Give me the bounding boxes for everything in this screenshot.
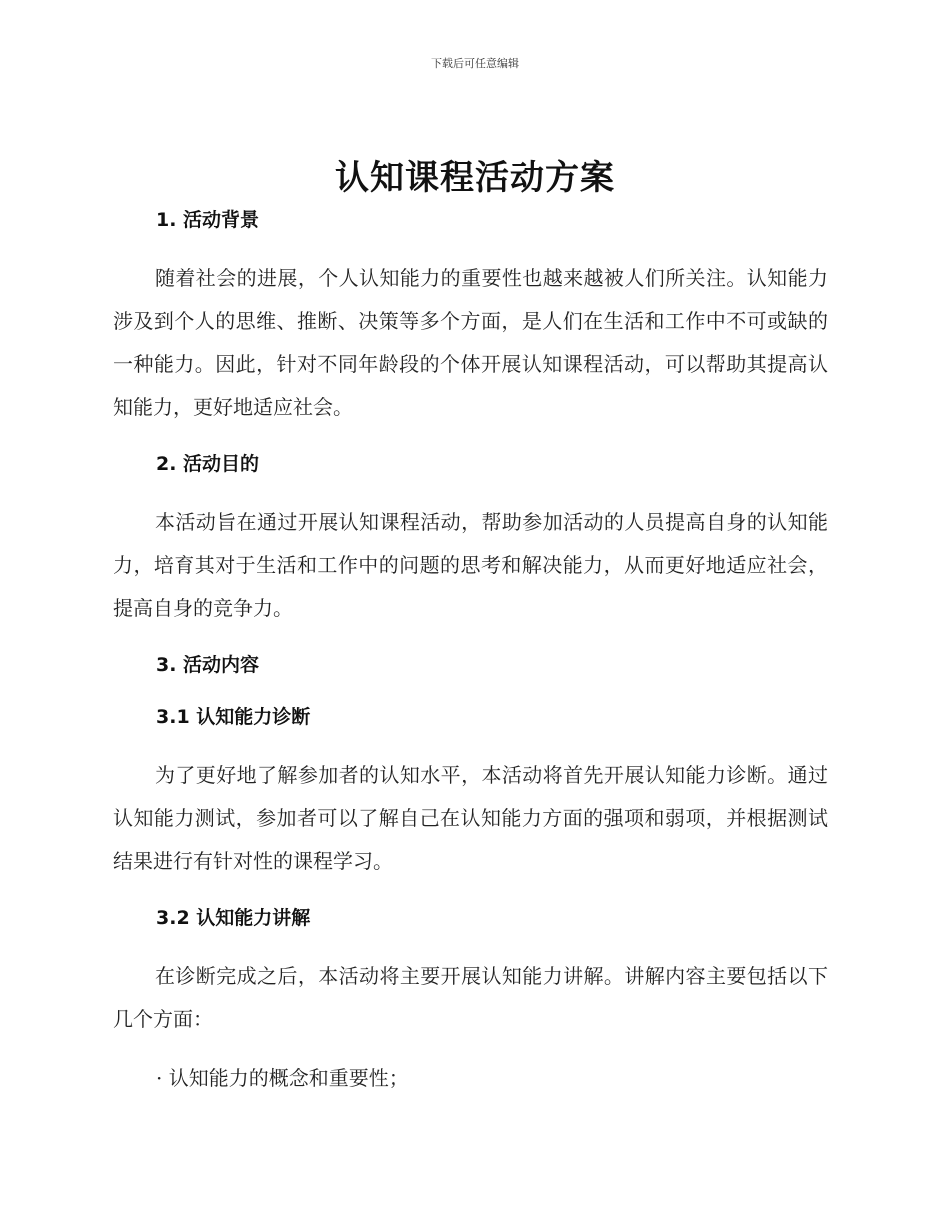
section-paragraph-purpose: 本活动旨在通过开展认知课程活动，帮助参加活动的人员提高自身的认知能力，培育其对于生活和工作中的问题的思考和解决能力，从而更好地适应社会，提高自身的竞争力。 — [113, 510, 828, 620]
document-title: 认知课程活动方案 — [335, 158, 615, 198]
list-item: · 认知能力的概念和重要性； — [156, 1066, 409, 1090]
section-heading-content: 3. 活动内容 — [156, 654, 260, 676]
subsection-heading-explanation: 3.2 认知能力讲解 — [156, 907, 311, 929]
section-heading-background: 1. 活动背景 — [156, 209, 260, 231]
section-heading-purpose: 2. 活动目的 — [156, 453, 260, 475]
subsection-paragraph-explanation: 在诊断完成之后，本活动将主要开展认知能力讲解。讲解内容主要包括以下几个方面： — [113, 964, 828, 1031]
subsection-heading-diagnosis: 3.1 认知能力诊断 — [156, 706, 311, 728]
subsection-paragraph-diagnosis: 为了更好地了解参加者的认知水平，本活动将首先开展认知能力诊断。通过认知能力测试，参加者可以了解自己在认知能力方面的强项和弱项，并根据测试结果进行有针对性的课程学习。 — [113, 763, 828, 873]
document-body — [113, 205, 828, 1100]
header-note: 下载后可任意编辑 — [431, 57, 519, 70]
section-paragraph-background: 随着社会的进展，个人认知能力的重要性也越来越被人们所关注。认知能力涉及到个人的思维、推断、决策等多个方面，是人们在生活和工作中不可或缺的一种能力。因此，针对不同年龄段的个体开展认知课程活动，可以帮助其提高认知能力，更好地适应社会。 — [113, 266, 828, 419]
